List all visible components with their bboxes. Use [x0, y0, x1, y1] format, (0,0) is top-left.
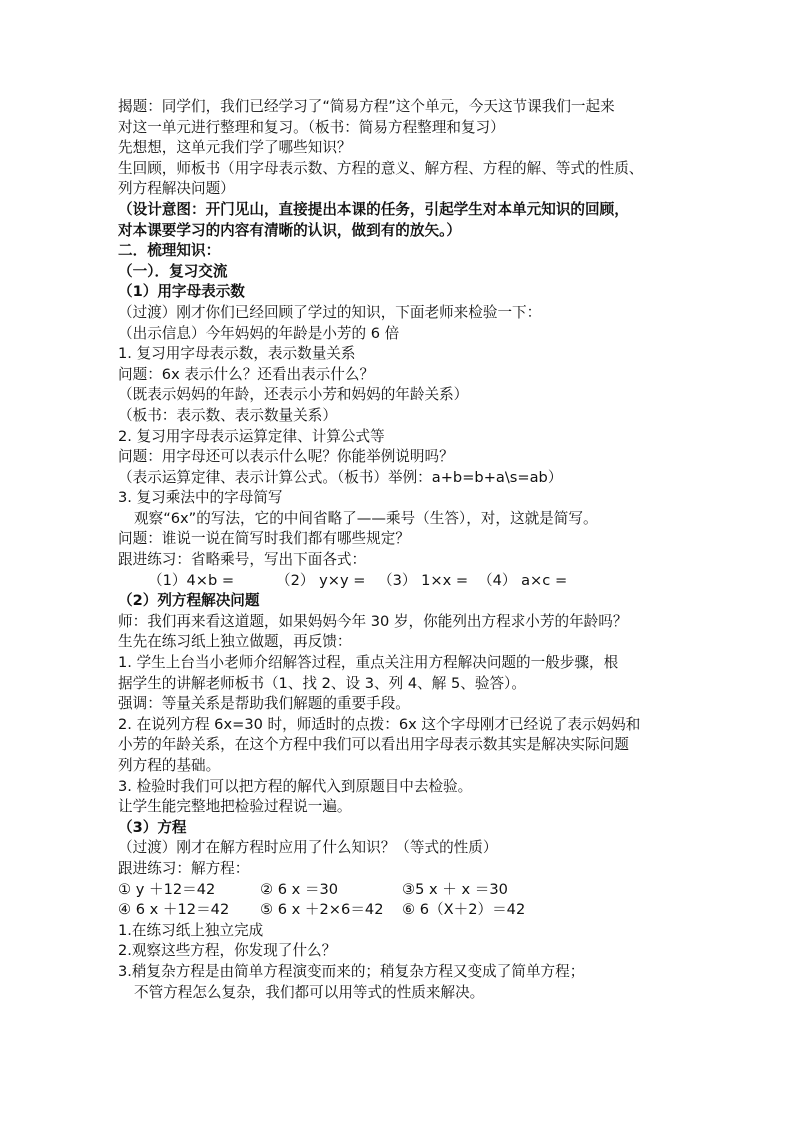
text-line: 师：我们再来看这道题，如果妈妈今年 30 岁，你能列出方程求小芳的年龄吗？ — [118, 612, 628, 630]
text-line: （出示信息）今年妈妈的年龄是小芳的 6 倍 — [118, 324, 400, 342]
equation-row — [118, 880, 678, 901]
equation-item: ⑥ 6（Χ＋2）＝42 — [402, 901, 526, 919]
design-intent-line: （设计意图：开门见山，直接提出本课的任务，引起学生对本单元知识的回顾， — [118, 200, 629, 218]
exercise-item: （1）4×b = — [148, 571, 235, 589]
equation-item: ⑤ 6 x ＋2×6＝42 — [260, 901, 384, 919]
text-line: （板书：表示数、表示数量关系） — [118, 406, 337, 424]
text-line: 生先在练习纸上独立做题，再反馈： — [118, 633, 352, 651]
text-line: 2. 复习用字母表示运算定律、计算公式等 — [118, 427, 385, 445]
section-heading: 二．梳理知识： — [118, 242, 221, 260]
equation-item: ④ 6 x ＋12＝42 — [118, 901, 230, 919]
text-line: （过渡）刚才你们已经回顾了学过的知识，下面老师来检验一下： — [118, 303, 542, 321]
subsection-heading: （一）．复习交流 — [118, 262, 228, 280]
text-line: 列方程解决问题） — [118, 180, 235, 198]
text-line: 先想想，这单元我们学了哪些知识？ — [118, 139, 352, 157]
subsection-heading: （3）方程 — [118, 818, 187, 836]
text-line: 列方程的基础。 — [118, 757, 221, 774]
text-line: 强调：等量关系是帮助我们解题的重要手段。 — [118, 695, 410, 713]
exercise-item: （2） y×y = — [276, 571, 366, 589]
exercise-item: （3） 1×x = — [378, 571, 469, 589]
exercise-item: （4） a×c = — [478, 571, 568, 589]
text-line: 2. 在说列方程 6x=30 时，师适时的点拨：6x 这个字母刚才已经说了表示妈妈和 — [118, 715, 641, 733]
text-line: 跟进练习：解方程： — [118, 859, 250, 877]
text-line: 问题：6x 表示什么？还看出表示什么？ — [118, 365, 375, 383]
equation-item: ① y ＋12＝42 — [118, 880, 216, 898]
text-line: 问题：谁说一说在简写时我们都有哪些规定？ — [118, 530, 410, 548]
text-line: 问题：用字母还可以表示什么呢？你能举例说明吗？ — [118, 448, 454, 466]
document-page — [118, 97, 678, 1003]
text-line: （表示运算定律、表示计算公式。（板书）举例：a+b=b+a\s=ab） — [118, 468, 563, 486]
subsection-heading: （1）用字母表示数 — [118, 283, 245, 301]
subsection-heading: （2）列方程解决问题 — [118, 592, 260, 610]
text-line: 不管方程怎么复杂，我们都可以用等式的性质来解决。 — [134, 983, 485, 1001]
text-line: 对这一单元进行整理和复习。（板书：简易方程整理和复习） — [118, 118, 505, 136]
text-line: 揭题：同学们，我们已经学习了“简易方程”这个单元，今天这节课我们一起来 — [118, 98, 615, 115]
text-line: 1.在练习纸上独立完成 — [118, 921, 264, 939]
text-line: （既表示妈妈的年龄，还表示小芳和妈妈的年龄关系） — [118, 386, 469, 404]
abbrev-exercise-row — [118, 571, 678, 592]
text-line: 跟进练习：省略乘号，写出下面各式： — [118, 551, 367, 569]
text-line: 3. 复习乘法中的字母简写 — [118, 489, 283, 507]
text-line: 1. 学生上台当小老师介绍解答过程，重点关注用方程解决问题的一般步骤，根 — [118, 654, 619, 672]
text-line: 1. 复习用字母表示数，表示数量关系 — [118, 345, 356, 363]
equation-row — [118, 900, 678, 921]
text-line: 据学生的讲解老师板书（1、找 2、设 3、列 4、解 5、验答）。 — [118, 674, 526, 692]
text-line: 2.观察这些方程，你发现了什么？ — [118, 942, 337, 960]
text-line: 小芳的年龄关系，在这个方程中我们可以看出用字母表示数其实是解决实际问题 — [118, 736, 629, 754]
equation-item: ③5 x ＋ x ＝30 — [402, 880, 508, 898]
text-line: 3. 检验时我们可以把方程的解代入到原题目中去检验。 — [118, 777, 473, 795]
text-line: 生回顾，师板书（用字母表示数、方程的意义、解方程、方程的解、等式的性质、 — [118, 159, 644, 177]
equation-item: ② 6 x ＝30 — [260, 880, 339, 898]
text-line: （过渡）刚才在解方程时应用了什么知识？（等式的性质） — [118, 839, 498, 857]
design-intent-line: 对本课要学习的内容有清晰的认识，做到有的放矢。） — [118, 221, 461, 239]
text-line: 3.稍复杂方程是由简单方程演变而来的；稍复杂方程又变成了简单方程； — [118, 962, 585, 980]
text-line: 观察“6x”的写法，它的中间省略了——乘号（生答），对，这就是简写。 — [134, 509, 598, 527]
text-line: 让学生能完整地把检验过程说一遍。 — [118, 798, 352, 816]
